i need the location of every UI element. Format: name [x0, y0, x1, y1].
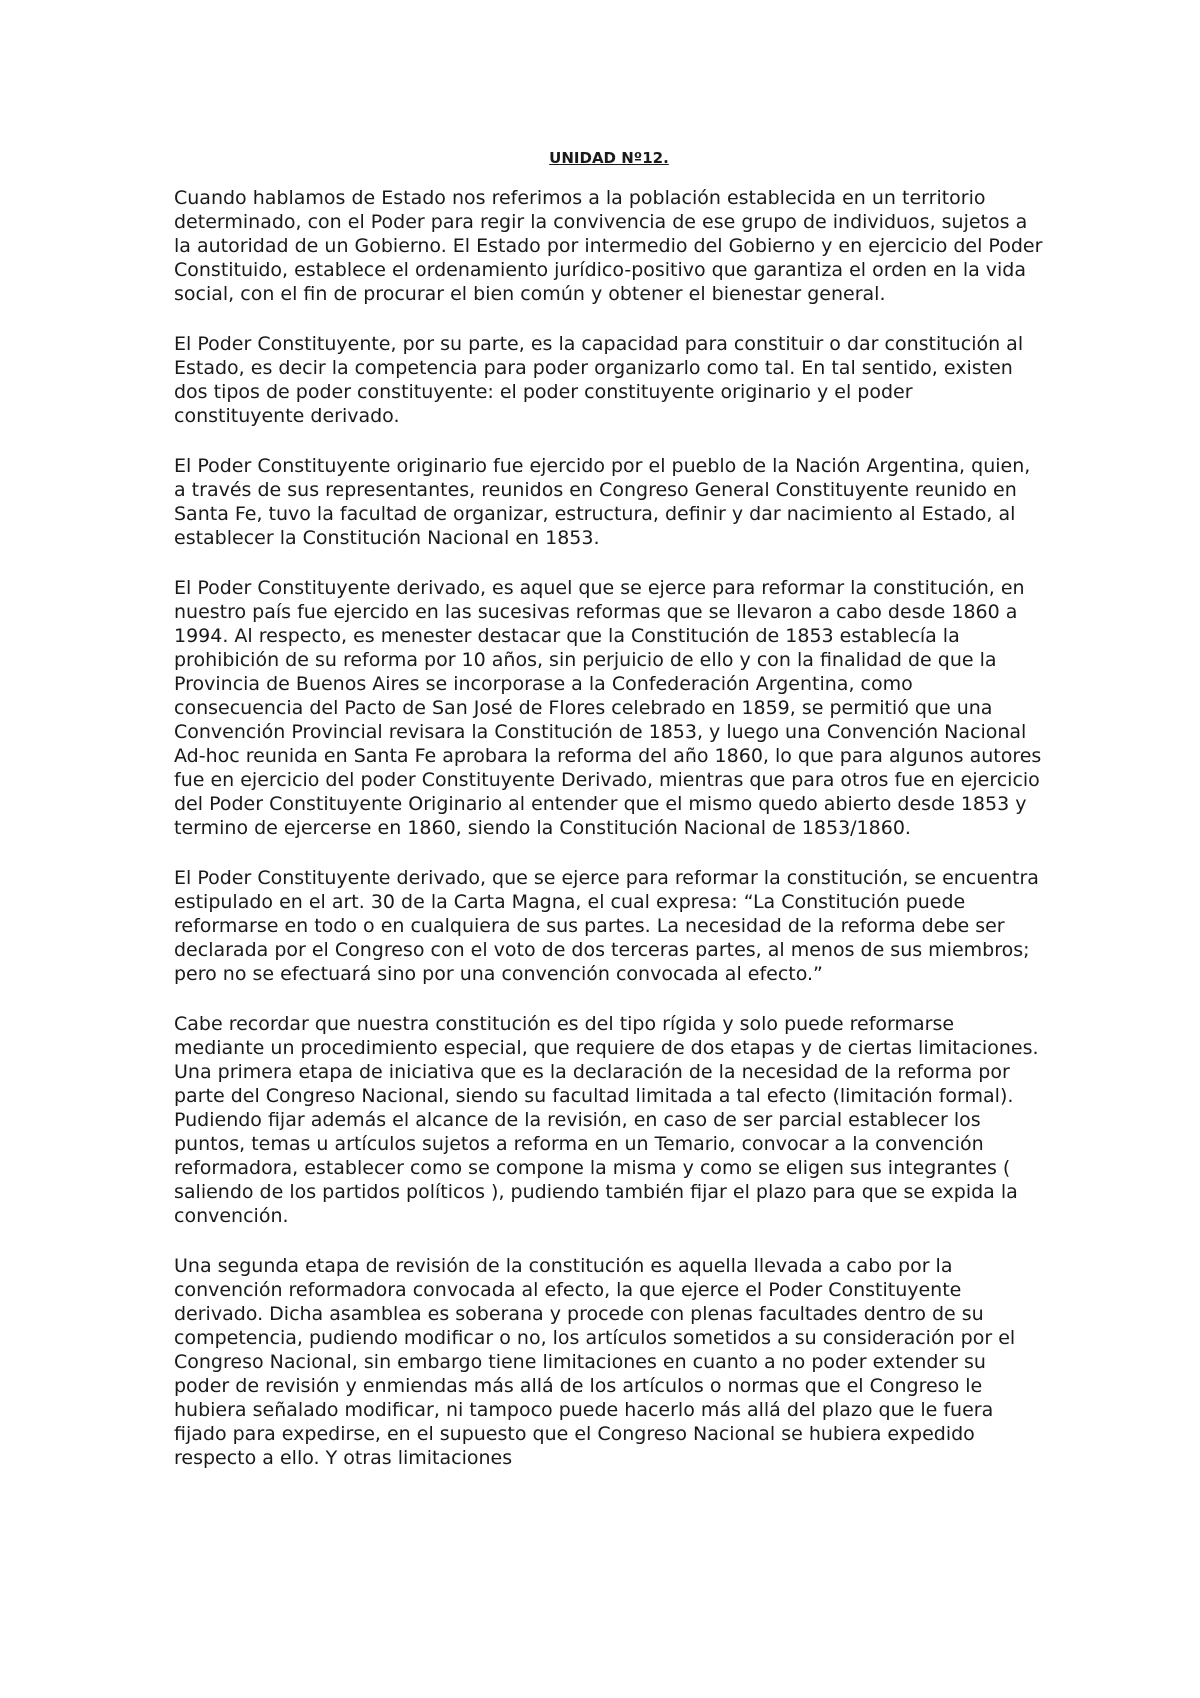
paragraph-constituyente-derivado: El Poder Constituyente derivado, es aquel que se ejerce para reformar la constitución, en nuestro país fue ejercido en las sucesivas reformas que se llevaron a cabo desde 1860 a 1994. Al respecto, es menester destacar que la Constitución de 1853 establecía la prohibición de su reforma por 10 años, sin perjuicio de ello y con la finalidad de que la Provincia de Buenos Aires se incorporase a la Confederación Argentina, como consecuencia del Pacto de San José de Flores celebrado en 1859, se permitió que una Convención Provincial revisara la Constitución de 1853, y luego una Convención Nacional Ad-hoc reunida en Santa Fe aprobara la reforma del año 1860, lo que para algunos autores fue en ejercicio del poder Constituyente Derivado, mientras que para otros fue en ejercicio del Poder Constituyente Originario al entender que el mismo quedo abierto desde 1853 y termino de ejercerse en 1860, siendo la Constitución Nacional de 1853/1860. [174, 577, 1042, 839]
document-body [174, 148, 1044, 1496]
paragraph-constitucion-rigida: Cabe recordar que nuestra constitución es del tipo rígida y solo puede reformarse mediante un procedimiento especial, que requiere de dos etapas y de ciertas limitaciones. Una primera etapa de iniciativa que es la declaración de la necesidad de la reforma por parte del Congreso Nacional, siendo su facultad limitada a tal efecto (limitación formal). Pudiendo fijar además el alcance de la revisión, en caso de ser parcial establecer los puntos, temas u artículos sujetos a reforma en un Temario, convocar a la convención reformadora, establecer como se compone la misma y como se eligen sus integrantes ( saliendo de los partidos políticos ), pudiendo también fijar el plazo para que se expida la convención. [174, 1013, 1039, 1227]
paragraph-constituyente-originario: El Poder Constituyente originario fue ejercido por el pueblo de la Nación Argentina, quien, a través de sus representantes, reunidos en Congreso General Constituyente reunido en Santa Fe, tuvo la facultad de organizar, estructura, definir y dar nacimiento al Estado, al establecer la Constitución Nacional en 1853. [174, 455, 1031, 549]
paragraph-estado: Cuando hablamos de Estado nos referimos a la población establecida en un territorio determinado, con el Poder para regir la convivencia de ese grupo de individuos, sujetos a la autoridad de un Gobierno. El Estado por intermedio del Gobierno y en ejercicio del Poder Constituido, establece el ordenamiento jurídico-positivo que garantiza el orden en la vida social, con el fin de procurar el bien común y obtener el bienestar general. [174, 187, 1043, 305]
paragraph-articulo-30: El Poder Constituyente derivado, que se ejerce para reformar la constitución, se encuentra estipulado en el art. 30 de la Carta Magna, el cual expresa: “La Constitución puede reformarse en todo o en cualquiera de sus partes. La necesidad de la reforma debe ser declarada por el Congreso con el voto de dos terceras partes, al menos de sus miembros; pero no se efectuará sino por una convención convocada al efecto.” [174, 867, 1039, 985]
paragraph-poder-constituyente: El Poder Constituyente, por su parte, es la capacidad para constituir o dar constitución al Estado, es decir la competencia para poder organizarlo como tal. En tal sentido, existen dos tipos de poder constituyente: el poder constituyente originario y el poder constituyente derivado. [174, 333, 1024, 427]
document-title: UNIDAD Nº12. [549, 149, 669, 167]
paragraph-segunda-etapa: Una segunda etapa de revisión de la constitución es aquella llevada a cabo por la convención reformadora convocada al efecto, la que ejerce el Poder Constituyente derivado. Dicha asamblea es soberana y procede con plenas facultades dentro de su competencia, pudiendo modificar o no, los artículos sometidos a su consideración por el Congreso Nacional, sin embargo tiene limitaciones en cuanto a no poder extender su poder de revisión y enmiendas más allá de los artículos o normas que el Congreso le hubiera señalado modificar, ni tampoco puede hacerlo más allá del plazo que le fuera fijado para expedirse, en el supuesto que el Congreso Nacional se hubiera expedido respecto a ello. Y otras limitaciones [174, 1255, 1016, 1469]
